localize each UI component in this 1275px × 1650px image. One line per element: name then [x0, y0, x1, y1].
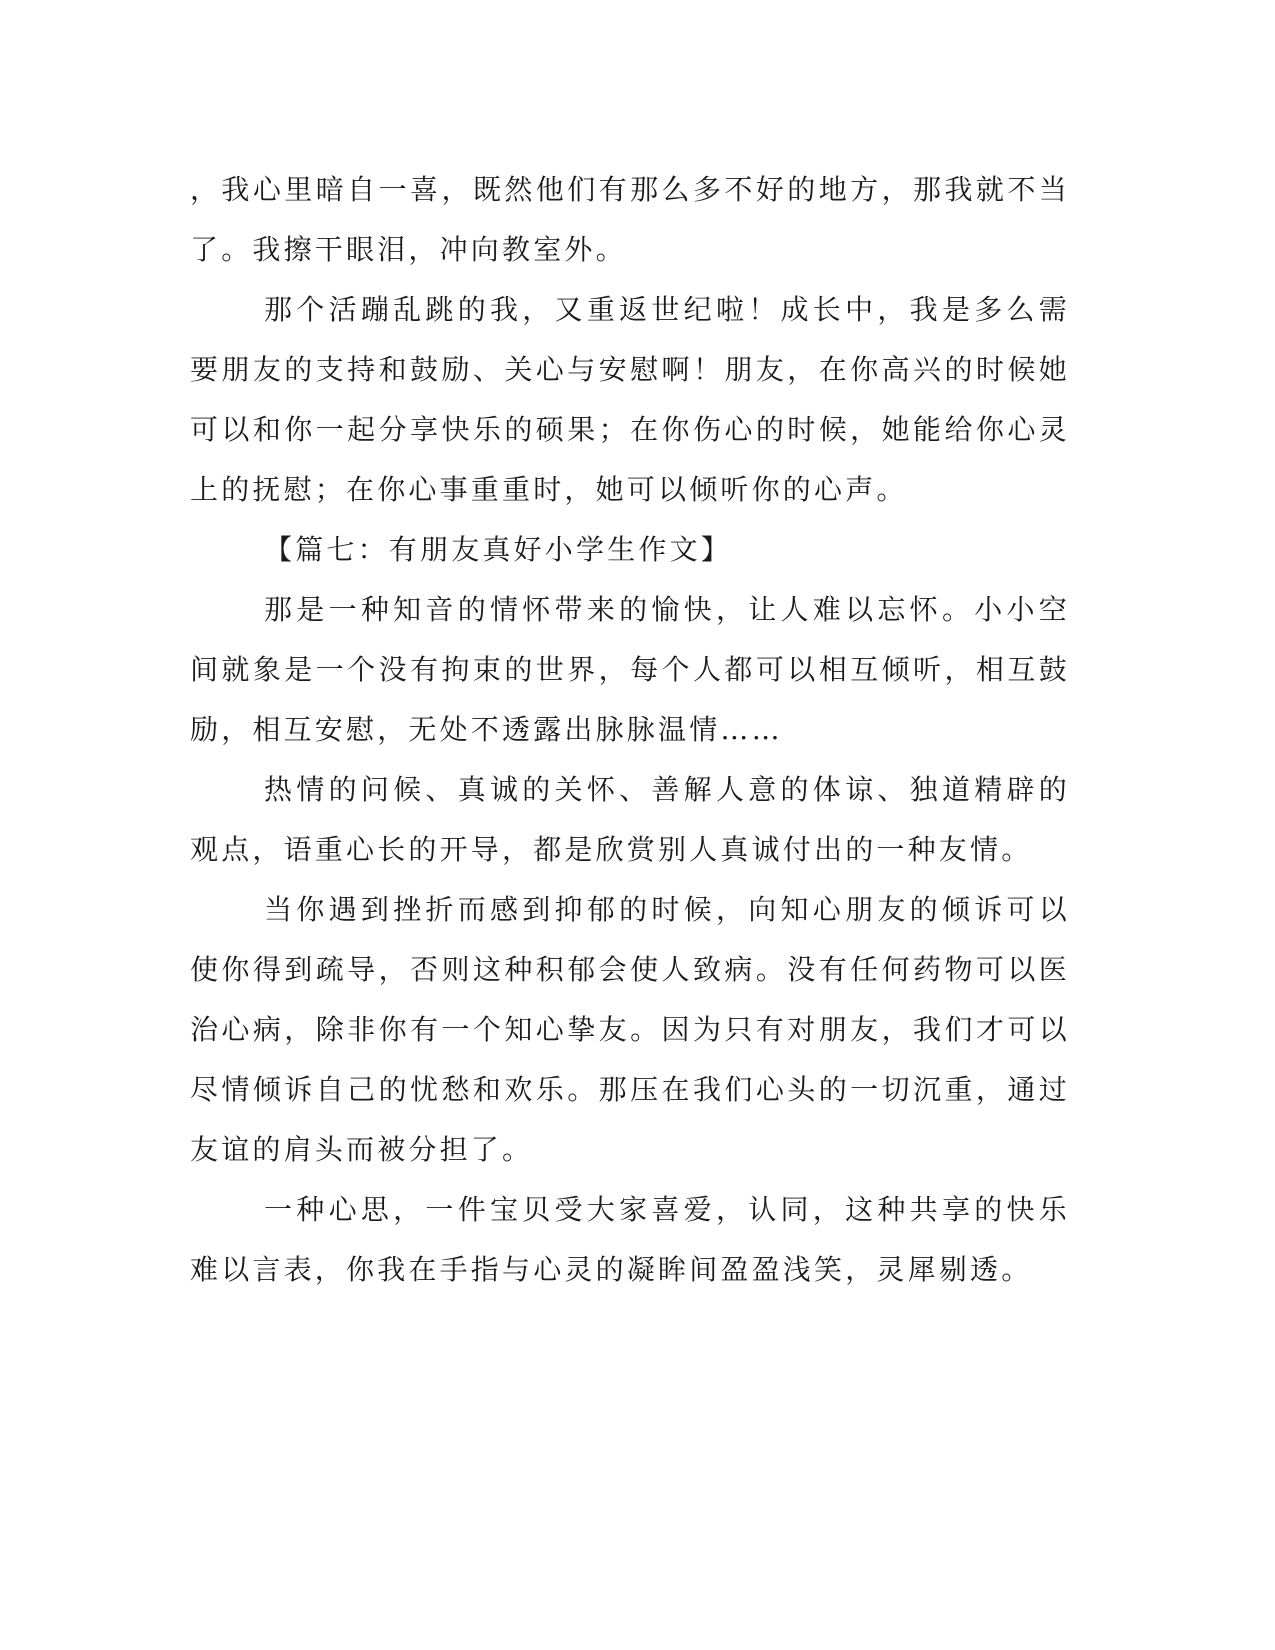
section-heading: 【篇七：有朋友真好小学生作文】: [264, 533, 733, 566]
paragraph: 那是一种知音的情怀带来的愉快，让人难以忘怀。小小空间就象是一个没有拘束的世界，每个人都可以相互倾听，相互鼓励，相互安慰，无处不透露出脉脉温情……: [190, 593, 1070, 746]
paragraph: 热情的问候、真诚的关怀、善解人意的体谅、独道精辟的观点，语重心长的开导，都是欣赏别人真诚付出的一种友情。: [190, 773, 1070, 866]
paragraph: 当你遇到挫折而感到抑郁的时候，向知心朋友的倾诉可以使你得到疏导，否则这种积郁会使人致病。没有任何药物可以医治心病，除非你有一个知心挚友。因为只有对朋友，我们才可以尽情倾诉自己的忧愁和欢乐。那压在我们心头的一切沉重，通过友谊的肩头而被分担了。: [190, 893, 1070, 1166]
paragraph: 一种心思，一件宝贝受大家喜爱，认同，这种共享的快乐难以言表，你我在手指与心灵的凝眸间盈盈浅笑，灵犀剔透。: [190, 1193, 1070, 1286]
paragraph-continuation: ，我心里暗自一喜，既然他们有那么多不好的地方，那我就不当了。我擦干眼泪，冲向教室外。: [190, 173, 1070, 266]
paragraph: 那个活蹦乱跳的我，又重返世纪啦！成长中，我是多么需要朋友的支持和鼓励、关心与安慰啊！朋友，在你高兴的时候她可以和你一起分享快乐的硕果；在你伤心的时候，她能给你心灵上的抚慰；在你心事重重时，她可以倾听你的心声。: [190, 293, 1070, 506]
document-body: [190, 160, 1070, 1300]
